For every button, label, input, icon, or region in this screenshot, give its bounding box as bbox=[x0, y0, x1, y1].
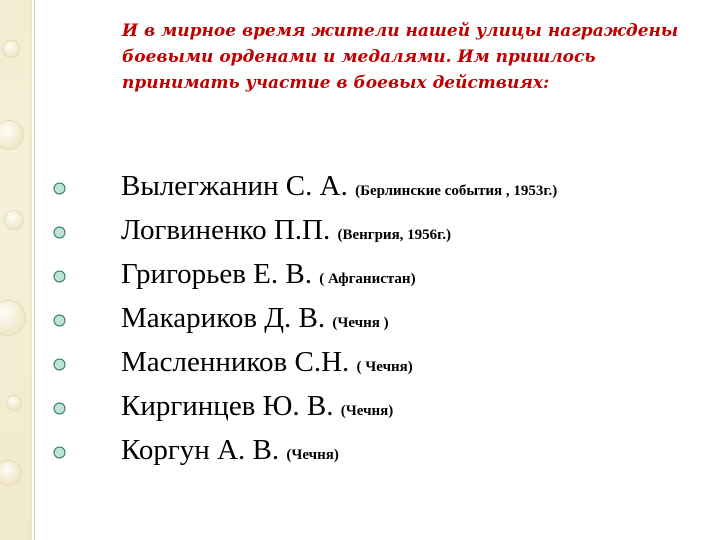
decorative-bubble bbox=[0, 120, 24, 150]
heading-line: боевыми орденами и медалями. Им пришлось bbox=[122, 47, 596, 67]
person-note: (Чечня) bbox=[286, 447, 339, 463]
person-name: Логвиненко П.П. bbox=[121, 214, 331, 246]
heading-line: принимать участие в боевых действиях: bbox=[122, 73, 550, 93]
list-item bbox=[0, 386, 720, 430]
person-note: (Венгрия, 1956г.) bbox=[337, 227, 452, 243]
circle-bullet-icon bbox=[53, 182, 66, 195]
circle-bullet-icon bbox=[53, 314, 66, 327]
circle-bullet-icon bbox=[53, 358, 66, 371]
circle-bullet-icon bbox=[53, 270, 66, 283]
person-note: ( Афганистан) bbox=[319, 271, 416, 287]
person-name: Макариков Д. В. bbox=[121, 302, 326, 334]
list-item bbox=[0, 166, 720, 210]
person-note: ( Чечня) bbox=[356, 359, 413, 375]
list-item bbox=[0, 342, 720, 386]
circle-bullet-icon bbox=[53, 226, 66, 239]
person-name: Киргинцев Ю. В. bbox=[121, 390, 334, 422]
person-name: Вылегжанин С. А. bbox=[121, 170, 348, 202]
person-note: (Чечня ) bbox=[332, 315, 389, 331]
list-item bbox=[0, 298, 720, 342]
heading-line: И в мирное время жители нашей улицы награждены bbox=[122, 21, 679, 41]
people-list bbox=[0, 166, 720, 474]
decorative-bubble bbox=[2, 40, 20, 58]
person-name: Григорьев Е. В. bbox=[121, 258, 312, 290]
slide-heading bbox=[122, 18, 702, 96]
person-note: (Берлинские события , 1953г.) bbox=[355, 183, 558, 199]
circle-bullet-icon bbox=[53, 402, 66, 415]
list-item bbox=[0, 254, 720, 298]
list-item bbox=[0, 210, 720, 254]
list-item bbox=[0, 430, 720, 474]
person-note: (Чечня) bbox=[340, 403, 394, 419]
circle-bullet-icon bbox=[53, 446, 66, 459]
person-name: Масленников С.Н. bbox=[121, 346, 350, 378]
person-name: Коргун А. В. bbox=[121, 434, 280, 466]
